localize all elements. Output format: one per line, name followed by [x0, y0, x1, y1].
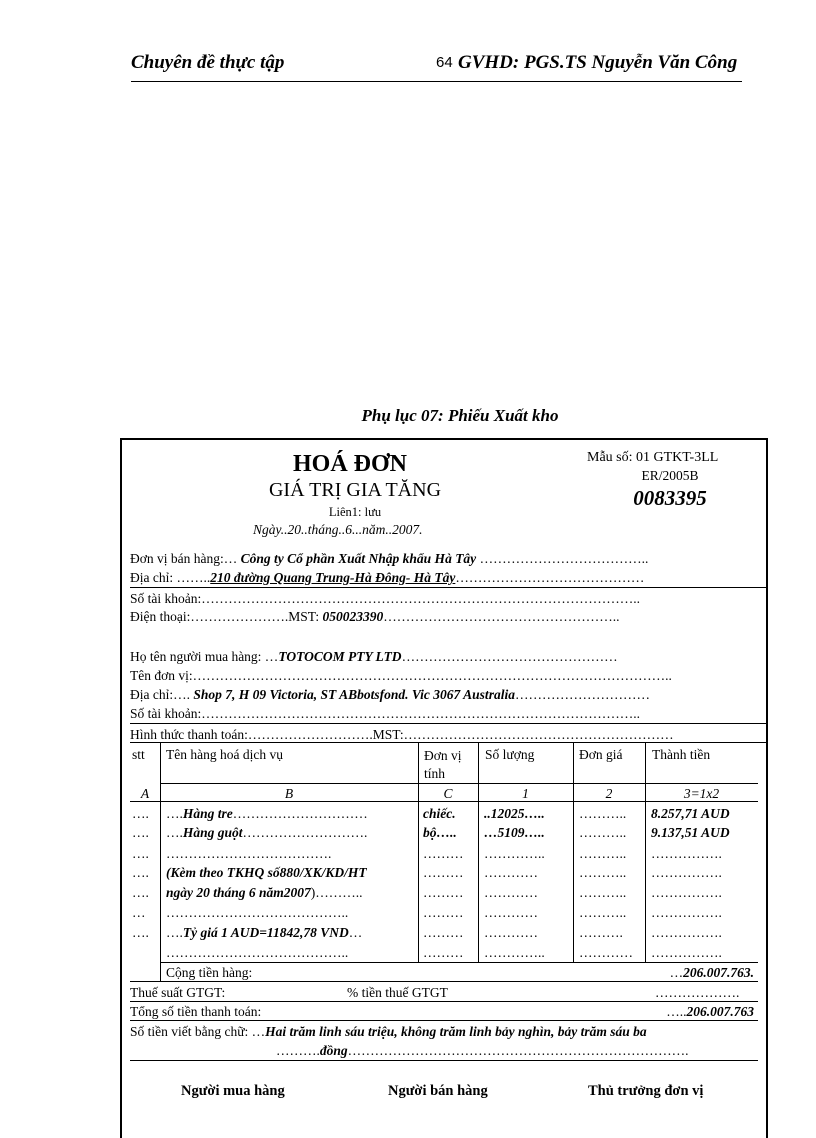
row-name-prefix: ….: [166, 825, 183, 840]
row-unit-cell: [423, 945, 464, 961]
subtotal-rule: [130, 981, 758, 982]
row-price-cell: [579, 865, 626, 881]
row-total-cell: [651, 806, 730, 822]
row-price-cell: [579, 825, 626, 841]
row-price: ………..: [579, 865, 627, 880]
code-b: B: [284, 786, 294, 801]
row-stt-cell: [132, 905, 146, 921]
row-total-cell: [651, 905, 722, 921]
row-price: ………..: [579, 905, 627, 920]
row-name-cell: [166, 846, 331, 862]
row-qty-cell: [484, 945, 545, 961]
row-total: 8.257,71 AUD: [651, 806, 730, 821]
vat-dots: ……………….: [655, 985, 740, 1000]
col-header-stt: stt: [132, 747, 145, 762]
row-name: (Kèm theo TKHQ số880/XK/KD/HT: [166, 865, 367, 880]
row-unit-cell: [423, 846, 464, 862]
seller-value: Công ty Cổ phần Xuất Nhập khẩu Hà Tây: [240, 551, 477, 566]
col-divider-2: [418, 742, 419, 962]
row-price: ………..: [579, 885, 627, 900]
row-name-suffix: ……………………….: [242, 825, 368, 840]
row-name-cell: [166, 885, 363, 901]
row-qty-cell: [484, 925, 538, 941]
col-divider-4: [573, 742, 574, 962]
row-name: Tỷ giá 1 AUD=11842,78 VND: [182, 925, 349, 940]
row-unit-cell: [423, 825, 457, 841]
row-total: …………….: [651, 846, 722, 861]
words-value2: đồng: [319, 1043, 348, 1058]
row-qty: …………: [484, 885, 538, 900]
row-unit-cell: [423, 905, 464, 921]
row-stt-cell: [132, 846, 149, 862]
buyer-address-dots: …………………………: [514, 687, 650, 702]
seller-account: Số tài khoản:……………………………………………………………………………………..: [130, 591, 640, 606]
code-a: A: [140, 786, 150, 801]
subtotal-value: 206.007.763.: [683, 965, 754, 980]
row-unit: bộ…..: [423, 825, 457, 840]
seller-phone-line: [130, 609, 619, 625]
row-stt-cell: [132, 865, 149, 881]
row-total: …………….: [651, 945, 722, 960]
row-price: …………: [579, 945, 633, 960]
row-name-cell: [166, 905, 348, 921]
buyer-address-value: Shop 7, H 09 Victoria, ST ABbotsfond. Vic 3067 Australia: [193, 687, 515, 702]
form-number: Mẫu số: 01 GTKT-3LL: [587, 450, 719, 465]
row-price: ……….: [579, 925, 623, 940]
seller-mst: 050023390: [322, 609, 384, 624]
row-stt-cell: [132, 885, 149, 901]
row-stt-cell: [132, 925, 149, 941]
row-price-cell: [579, 945, 633, 961]
sign-buyer: Người mua hàng: [181, 1083, 285, 1099]
buyer-address-line: [130, 687, 650, 703]
row-name-prefix: ….: [166, 925, 183, 940]
buyer-name-dots: …………………………………………: [401, 649, 618, 664]
words-line2: [276, 1043, 689, 1059]
words-value1: Hai trăm linh sáu triệu, không trăm linh bảy nghìn, bảy trăm sáu ba: [265, 1024, 647, 1039]
appendix-title: Phụ lục 07: Phiếu Xuất kho: [361, 406, 559, 425]
row-name-suffix: …………………………: [232, 806, 368, 821]
invoice-title: HOÁ ĐƠN: [293, 451, 407, 477]
subtotal-label: Cộng tiền hàng:: [166, 965, 253, 980]
row-qty-cell: [484, 885, 538, 901]
row-unit: chiếc.: [423, 806, 456, 821]
invoice-number: 0083395: [633, 486, 707, 510]
row-name-prefix: ….: [166, 806, 183, 821]
row-stt: ….: [132, 925, 149, 940]
col-divider-1: [160, 742, 161, 982]
sign-head: Thủ trưởng đơn vị: [588, 1083, 704, 1099]
col-header-unit: Đơn vị tính: [424, 748, 462, 781]
sign-seller: Người bán hàng: [388, 1083, 488, 1099]
buyer-unit: Tên đơn vị:……………………………………………………………………………………………..: [130, 668, 672, 683]
grand-total-label: Tổng số tiền thanh toán:: [130, 1004, 262, 1019]
row-qty: ..12025…..: [484, 806, 545, 821]
row-name-cell: [166, 945, 348, 961]
seller-address-label: Địa chỉ: ……..: [130, 570, 211, 585]
row-qty: …………..: [484, 846, 545, 861]
row-unit-cell: [423, 885, 464, 901]
row-total-cell: [651, 945, 722, 961]
seller-address-value: 210 đường Quang Trung-Hà Đông- Hà Tây: [210, 570, 456, 585]
buyer-name-value: TOTOCOM PTY LTD: [278, 649, 402, 664]
col-header-price: Đơn giá: [579, 747, 623, 762]
buyer-rule: [130, 723, 766, 724]
row-unit: ………: [423, 925, 464, 940]
invoice-copy: Liên1: lưu: [328, 505, 382, 519]
code-c: C: [443, 786, 453, 801]
row-stt: …: [132, 905, 146, 920]
row-unit: ………: [423, 865, 464, 880]
row-name-cell: [166, 925, 362, 941]
words-dots2: ………………………………………………………………….: [347, 1043, 689, 1058]
row-total-cell: [651, 925, 722, 941]
row-stt-cell: [132, 825, 149, 841]
row-qty-cell: [484, 865, 538, 881]
row-name-suffix: …………………………………..: [166, 945, 349, 960]
payment-rule: [130, 742, 766, 743]
row-total: 9.137,51 AUD: [651, 825, 730, 840]
row-price-cell: [579, 806, 626, 822]
row-name-cell: [166, 825, 367, 841]
row-qty: …………..: [484, 945, 545, 960]
seller-dots: ………………………………..: [479, 551, 649, 566]
grand-total-value: 206.007.763: [686, 1004, 754, 1019]
row-qty-cell: [484, 905, 538, 921]
row-price-cell: [579, 846, 626, 862]
row-unit: ………: [423, 945, 464, 960]
row-unit-cell: [423, 865, 464, 881]
row-name-suffix: ……………………………….: [166, 846, 332, 861]
words-rule: [130, 1060, 758, 1061]
invoice-date: Ngày..20..tháng..6...năm..2007.: [253, 522, 423, 537]
row-price-cell: [579, 905, 626, 921]
row-qty-cell: [484, 825, 545, 841]
row-price-cell: [579, 885, 626, 901]
row-name: Hàng guột: [182, 825, 243, 840]
row-qty-cell: [484, 846, 545, 862]
seller-label: Đơn vị bán hàng:…: [130, 551, 238, 566]
row-total: …………….: [651, 925, 722, 940]
page-number: 64: [436, 54, 453, 71]
row-qty: …5109…..: [484, 825, 545, 840]
row-price: ………..: [579, 825, 627, 840]
row-total-cell: [651, 825, 730, 841]
row-qty-cell: [484, 806, 545, 822]
row-name-cell: [166, 806, 368, 822]
header-right: GVHD: PGS.TS Nguyễn Văn Công: [458, 52, 738, 73]
row-price: ………..: [579, 806, 627, 821]
row-total-cell: [651, 865, 722, 881]
buyer-name-label: Họ tên người mua hàng: …: [130, 649, 279, 664]
col-header-name: Tên hàng hoá dịch vụ: [166, 747, 283, 762]
col-divider-3: [478, 742, 479, 962]
body-bottom-rule: [160, 962, 758, 963]
row-name-suffix: …………………………………..: [166, 905, 349, 920]
row-unit: ………: [423, 905, 464, 920]
row-unit-cell: [423, 925, 464, 941]
row-total-cell: [651, 846, 722, 862]
col-header-total: Thành tiền: [652, 747, 711, 762]
row-total: …………….: [651, 885, 722, 900]
row-unit: ………: [423, 846, 464, 861]
seller-phone-dots: ……………………………………………..: [383, 609, 620, 624]
seller-address-dots: ……………………………………: [455, 570, 645, 585]
row-unit: ………: [423, 885, 464, 900]
row-stt-cell: [132, 806, 149, 822]
col-divider-5: [645, 742, 646, 962]
row-total: …………….: [651, 865, 722, 880]
row-qty: …………: [484, 925, 538, 940]
row-price-cell: [579, 925, 623, 941]
header-row-rule: [160, 783, 758, 784]
row-qty: …………: [484, 865, 538, 880]
subtotal-amount: [640, 965, 754, 981]
seller-rule: [130, 587, 766, 588]
code-3: 3=1x2: [683, 786, 720, 801]
grand-total-prefix: …..: [666, 1004, 687, 1019]
row-name: ngày 20 tháng 6 năm2007: [166, 885, 311, 900]
seller-phone-label: Điện thoại:………………….MST:: [130, 609, 320, 624]
row-stt: ….: [132, 865, 149, 880]
words-label: Số tiền viết bằng chữ: …: [130, 1024, 266, 1039]
row-total: …………….: [651, 905, 722, 920]
row-name: Hàng tre: [182, 806, 233, 821]
buyer-account: Số tài khoản:……………………………………………………………………………………..: [130, 706, 640, 721]
words-prefix2: ……….: [276, 1043, 320, 1058]
invoice-subtitle: GIÁ TRỊ GIA TĂNG: [268, 479, 442, 501]
row-name-cell: [166, 865, 367, 881]
buyer-name-line: [130, 649, 618, 665]
row-stt: ….: [132, 885, 149, 900]
row-total-cell: [651, 885, 722, 901]
row-stt: ….: [132, 825, 149, 840]
row-name-suffix: …: [348, 925, 363, 940]
vat-rule: [130, 1001, 758, 1002]
seller-address-line: [130, 570, 644, 586]
invoice-series: ER/2005B: [641, 468, 699, 483]
subtotal-prefix: …: [669, 965, 684, 980]
code-1: 1: [522, 786, 529, 801]
code-2: 2: [605, 786, 613, 801]
buyer-address-label: Địa chỉ:….: [130, 687, 190, 702]
payment-line: Hình thức thanh toán:……………………….MST:……………………………………………………: [130, 727, 674, 742]
row-stt: ….: [132, 846, 149, 861]
row-qty: …………: [484, 905, 538, 920]
vat-amount-label: % tiền thuế GTGT: [347, 985, 448, 1000]
header-rule: [131, 81, 742, 82]
total-rule: [130, 1020, 758, 1021]
seller-line: [130, 551, 648, 567]
words-line1: [130, 1024, 647, 1040]
row-stt: ….: [132, 806, 149, 821]
row-name-suffix: )………..: [310, 885, 363, 900]
row-price: ………..: [579, 846, 627, 861]
header-left: Chuyên đề thực tập: [131, 52, 285, 73]
grand-total-amount: [640, 1004, 754, 1020]
col-header-qty: Số lượng: [485, 747, 535, 762]
row-unit-cell: [423, 806, 456, 822]
vat-rate-label: Thuế suất GTGT:: [130, 985, 226, 1000]
